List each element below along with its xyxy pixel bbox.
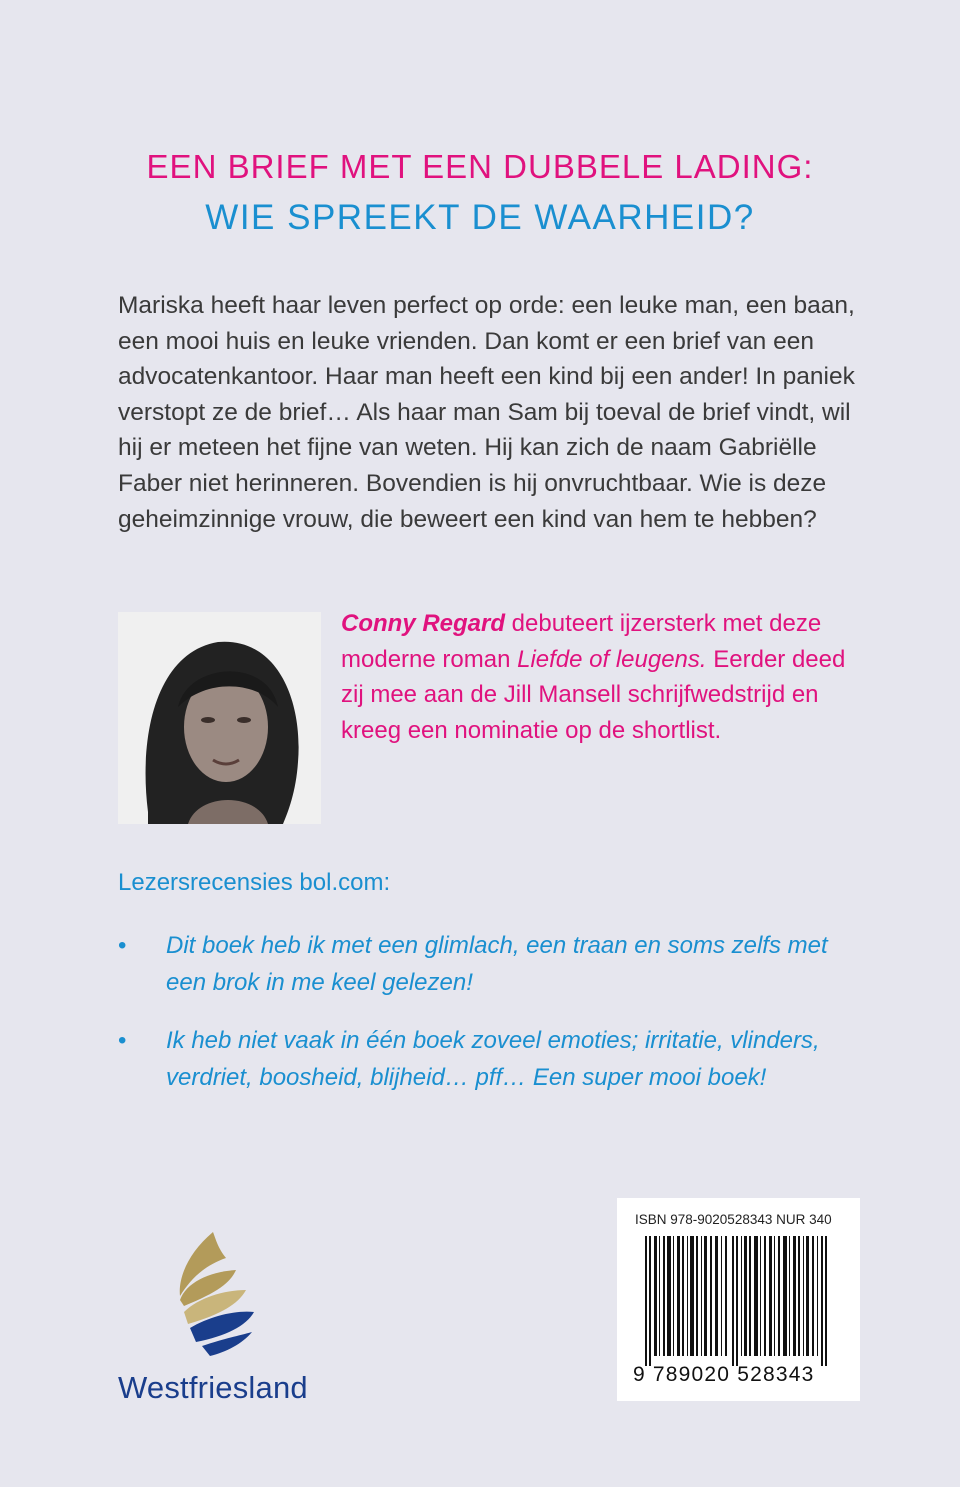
author-bio <box>341 606 861 749</box>
headline-line-1: EEN BRIEF MET EEN DUBBELE LADING: <box>146 148 814 185</box>
author-portrait-icon <box>118 612 321 824</box>
author-photo <box>118 612 321 824</box>
review-text: Dit boek heb ik met een glimlach, een traan en soms zelfs met een brok in me keel gelezen! <box>166 932 828 996</box>
publisher-name: Westfriesland <box>118 1370 308 1405</box>
review-item <box>118 1023 863 1133</box>
bio-text-2: Eerder deed zij mee aan de Jill Mansell schrijfwedstrijd en kreeg een nominatie op de shortlist. <box>341 645 846 745</box>
barcode-number: 9 789020 528343 <box>633 1363 815 1386</box>
barcode-panel <box>617 1198 860 1401</box>
review-text: Ik heb niet vaak in één boek zoveel emoties; irritatie, vlinders, verdriet, boosheid, blijheid… pff… Een super mooi boek! <box>166 1027 820 1091</box>
barcode-icon <box>631 1236 846 1366</box>
review-item <box>118 928 863 1008</box>
author-name: Conny Regard <box>341 610 506 637</box>
reviews-title: Lezersrecensies bol.com: <box>118 869 391 896</box>
isbn-line: ISBN 978-9020528343 NUR 340 <box>635 1212 832 1227</box>
headline-line-2: WIE SPREEKT DE WAARHEID? <box>205 198 755 237</box>
blurb-text: Mariska heeft haar leven perfect op orde: een leuke man, een baan, een mooi huis en leuke vrienden. Dan komt er een brief van een advocatenkantoor. Haar man heeft een kind bij een ander! In paniek verstopt ze de brief… Als haar man Sam bij toeval de brief vindt, wil hij er meteen het fijne van weten. Hij kan zich de naam Gabriëlle Faber niet herinneren. Bovendien is hij onvruchtbaar. Wie is deze geheimzinnige vrouw, die beweert een kind van hem te hebben? <box>118 292 855 533</box>
bullet-icon: • <box>118 932 127 959</box>
bio-text-1: debuteert ijzersterk met deze moderne roman <box>341 610 822 673</box>
book-title: Liefde of leugens. <box>517 645 707 673</box>
bullet-icon: • <box>118 1027 127 1054</box>
